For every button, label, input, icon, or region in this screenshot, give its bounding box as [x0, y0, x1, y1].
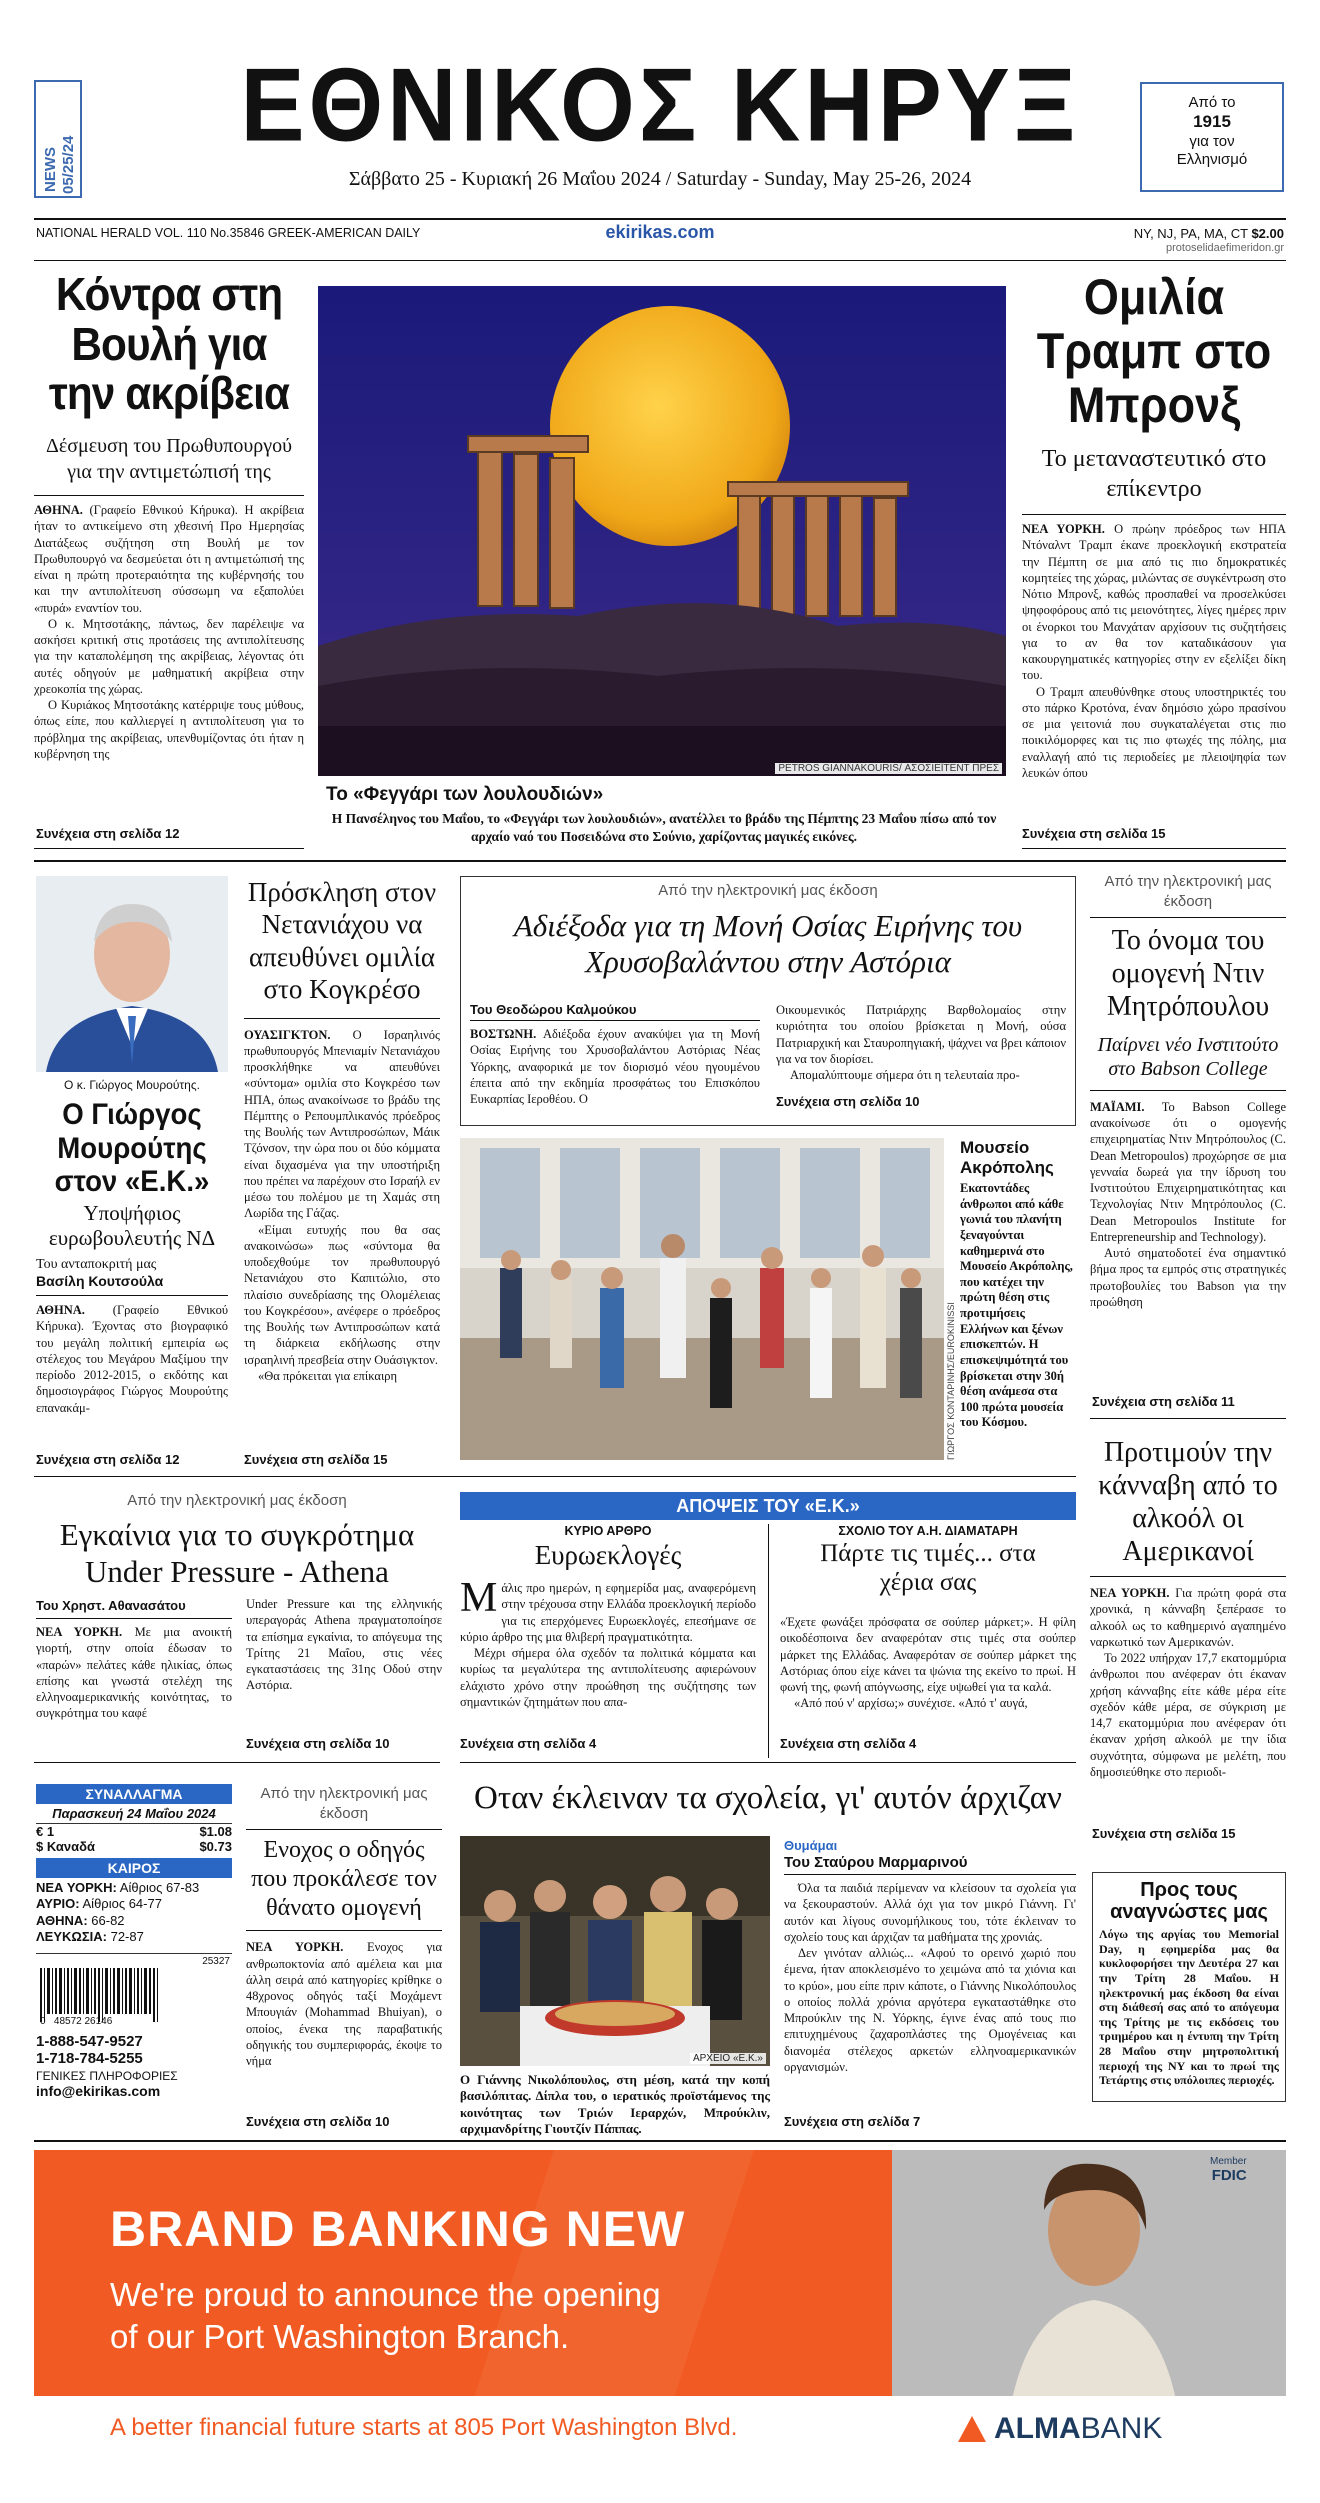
story-trump	[1022, 270, 1286, 779]
story3-body-text: (Γραφείο Εθνικού Κήρυκα). Έχοντας στο βιογραφικό του μεγάλη πολιτική εμπειρία ως στέλεχος του Μεγάρου Μαξίμου την περίοδο 2012-2015, ο εκδότης και δημοσιογράφος Γιώργος Μουρούτης επανακάμ-	[36, 1303, 229, 1415]
opinions-left-label: ΚΥΡΙΟ ΑΡΘΡΟ	[564, 1524, 652, 1538]
story-mouroutis	[36, 1098, 229, 1415]
website-link[interactable]: ekirikas.com	[605, 222, 715, 242]
since-line3: Ελληνισμό	[1176, 151, 1248, 169]
opinions-left-body2: Μέχρι σήμερα όλα σχεδόν τα πολιτικά κόμματα και κυρίως τα μεγαλύτερα της αντιπολίτευσης αφιερώνουν ελάχιστο χρόνο στην προώθηση της συζήτησης των σημαντικών ζητημάτων που απα-	[460, 1646, 756, 1709]
story8-headline[interactable]: Εγκαίνια για το συγκρότημα Under Pressure - Athena	[59, 1517, 415, 1590]
opinions-left-body	[460, 1575, 756, 1709]
story9-body-text: Ενοχος για ανθρωποκτονία από αμέλεια και μια άλλη σειρά από κατηγορίες κρίθηκε ο 48χρονος οδηγός ταξί Μοχάμεντ Μπουγιάν (Mohammad Bhuiyan), ο οποίος, ένεκα της παραβατικής οδηγικής του συμπεριφοράς, έκοψε το νήμα	[246, 1940, 442, 2069]
mouroutis-photo-caption: Ο κ. Γιώργος Μουρούτης.	[64, 1078, 200, 1092]
story10-continued[interactable]: Συνέχεια στη σελίδα 7	[784, 2114, 921, 2129]
story2-body1: Ο πρώην πρόεδρος των ΗΠΑ Ντόναλντ Τραμπ έκανε προεκλογική εκστρατεία την Πέμπτη σε μια από τις πιο δημοκρατικές κομητείες της χώρας, μιλώντας σε συγκέντρωση στο Νότιο Μπρονξ, καθώς προσπαθεί να προσελκύσει ψηφοφόρους από τις μειονότητες, λίγες ημέρες πριν οι ένορκοι του Μανχάταν αρχίσουν τις συζητήσεις για το αν θα τον καταδικάσουν για κακουργηματικές κατηγορίες στην εν εξελίξει δίκη του.	[1022, 522, 1287, 683]
story1-continued[interactable]: Συνέχεια στη σελίδα 12	[36, 826, 180, 841]
lead-caption: Η Πανσέληνος του Μαΐου, το «Φεγγάρι των λουλουδιών», ανατέλλει το βράδυ της Πέμπτης 23 Μαΐου πίσω από τον αρχαίο ναό του Ποσειδώνα στο Σούνιο, χαρίζοντας μαγικές εικόνες.	[331, 811, 997, 844]
price: $2.00	[1251, 226, 1284, 241]
story8-dateline: ΝΕΑ ΥΟΡΚΗ.	[36, 1625, 123, 1639]
story8-byline: Του Χρηστ. Αθανασάτου	[36, 1598, 186, 1613]
fx-label: $ Καναδά	[36, 1839, 96, 1854]
vasilopita-photo	[460, 1836, 770, 2066]
story5-col2	[776, 1002, 1066, 1082]
barcode-bars	[40, 1968, 190, 2022]
story7-dateline: ΝΕΑ ΥΟΡΚΗ.	[1090, 1586, 1170, 1601]
story2-headline[interactable]: Ομιλία Τραμπ στο Μπρονξ	[1036, 269, 1272, 433]
story10-byline: Του Σταύρου Μαρμαρινού	[784, 1854, 968, 1871]
opinions-left-dropcap: Μ	[460, 1575, 498, 1621]
alma-brand-bold: ALMA	[994, 2412, 1081, 2445]
story6-subhead: Παίρνει νέο Ινστιτούτο στο Babson College	[1097, 1034, 1279, 1081]
story4-headline[interactable]: Πρόσκληση στον Νετανιάχου να απευθύνει ομιλία στο Κογκρέσο	[247, 877, 437, 1005]
story9-headline[interactable]: Ενοχος ο οδηγός που προκάλεσε τον θάνατο ομογενή	[251, 1837, 437, 1921]
weather-row	[36, 1913, 232, 1929]
story2-body	[1022, 521, 1286, 779]
story6-body2: Αυτό σηματοδοτεί ένα σημαντικό βήμα προς τα εμπρός στις στρατηγικές πρωτοβουλίες του Babson για την προώθηση	[1090, 1246, 1286, 1309]
weather-row	[36, 1880, 232, 1896]
contact-email[interactable]: info@ekirikas.com	[36, 2083, 161, 2099]
story3-continued[interactable]: Συνέχεια στη σελίδα 12	[36, 1452, 180, 1467]
ad-line2: of our Port Washington Branch.	[110, 2318, 570, 2355]
date-line: Σάββατο 25 - Κυριακή 26 Μαΐου 2024 / Saturday - Sunday, May 25-26, 2024	[348, 168, 972, 190]
acropolis-museum-photo	[460, 1138, 944, 1460]
story8-col2	[246, 1596, 442, 1692]
weather-row	[36, 1929, 232, 1945]
opinions-right-label: ΣΧΟΛΙΟ ΤΟΥ Α.Η. ΔΙΑΜΑΤΑΡΗ	[838, 1524, 1018, 1538]
museum-caption	[960, 1138, 1076, 1431]
story7-body	[1090, 1585, 1286, 1855]
story2-dateline: ΝΕΑ ΥΟΡΚΗ.	[1022, 522, 1105, 536]
weather-title: ΚΑΙΡΟΣ	[36, 1858, 232, 1878]
story8-body1: Με μια ανοικτή γιορτή, στην οποία έδωσαν το «παρών» πελάτες κάθε ηλικίας, όπως επίσης και γνωστά στελέχη της ελληνοαμερικανικής κοινότητας, το συγκρότημα του καφέ	[36, 1625, 233, 1721]
story7-continued[interactable]: Συνέχεια στη σελίδα 15	[1092, 1826, 1236, 1841]
weather-label: ΑΘΗΝΑ:	[36, 1912, 88, 1928]
opinions-left-continued[interactable]: Συνέχεια στη σελίδα 4	[460, 1736, 597, 1751]
moon-temple-illustration	[318, 286, 1006, 776]
story8-continued[interactable]: Συνέχεια στη σελίδα 10	[246, 1736, 390, 1751]
fx-title: ΣΥΝΑΛΛΑΓΜΑ	[36, 1784, 232, 1804]
readers-notice	[1092, 1872, 1286, 2102]
weather-label: ΑΥΡΙΟ:	[36, 1896, 80, 1912]
notice-body: Λόγω της αργίας του Memorial Day, η εφημερίδα μας θα κυκλοφορήσει την Δευτέρα 27 και την Τρίτη 28 Μαΐου. Η ηλεκτρονική μας έκδοση θα είναι στη διάθεσή σας από το απόγευμα της Τρίτης με τις εκδόσεις του τριημέρου και η έντυπη την Τρίτη 28 Μαΐου στην μητροπολιτική περιοχή της NY και το πρωί της Τετάρτης στις υπόλοιπες περιοχές.	[1099, 1927, 1279, 2088]
story6-kicker: Από την ηλεκτρονική μας έκδοση	[1104, 873, 1272, 910]
fx-row	[36, 1824, 232, 1839]
story10-body2: Δεν γινόταν αλλιώς... «Αφού το ορεινό χωριό που έμενα, ήταν αποκλεισμένο το χειμώνα από τα χιόνια και το κρύο», μου είπε πριν κάποτε, ο Γιάννης Νικολόπουλος ο οποίος πολλά χρόνια αργότερα εγκαταστάθηκε στο Μπρούκλιν της Ν. Υόρκης, έγινε ένας από τους πιο επιτυχημένους ζαχαροπλάστες της Ομογένειας και διανομέα στέλεχος αρκετών ελληνοαμερικανικών οργανισμών.	[784, 1946, 1076, 2074]
opinions-right-continued[interactable]: Συνέχεια στη σελίδα 4	[780, 1736, 917, 1751]
barcode-number: 0 48572 26146	[40, 2016, 113, 2027]
opinions-right-body	[780, 1614, 1076, 1728]
story2-continued[interactable]: Συνέχεια στη σελίδα 15	[1022, 826, 1166, 841]
story5-headline[interactable]: Αδιέξοδα για τη Μονή Οσίας Ειρήνης του Χρυσοβαλάντου στην Αστόρια	[513, 908, 1023, 979]
story3-body	[36, 1302, 229, 1415]
story5-byline: Του Θεοδώρου Καλμούκου	[470, 1002, 637, 1017]
barcode	[36, 1953, 232, 2027]
info-label: ΓΕΝΙΚΕΣ ΠΛΗΡΟΦΟΡΙΕΣ	[36, 2069, 178, 2083]
story3-byline-pre: Του ανταποκριτή μας	[36, 1257, 157, 1273]
story4-body1: Ο Ισραηλινός πρωθυπουργός Μπενιαμίν Νετανιάχου προσκλήθηκε να απευθύνει «σύντομα» ομιλία στο Κογκρέσο των ΗΠΑ, όπως ανακοίνωσε το βράδυ της Πέμπτης ο Ρεπουμπλικανός πρόεδρος της Βουλής των Αντιπροσώπων, Μάικ Τζόνσον, την ώρα που οι δύο κόμματα είναι διχασμένα για την υποστήριξη που πρέπει να παρέχουν στο Ισραήλ εν μέσω του πολέμου με τη Χαμάς στη Λωρίδα της Γάζας.	[244, 1027, 441, 1221]
ad-tagline: A better financial future starts at 805 Port Washington Blvd.	[110, 2414, 738, 2441]
since-box	[1140, 82, 1284, 192]
alma-logo-icon	[958, 2416, 986, 2442]
alma-bank-ad[interactable]	[34, 2150, 1286, 2460]
vasilopita-illustration	[460, 1836, 770, 2066]
news-date-badge	[34, 80, 82, 198]
story4-dateline: ΟΥΑΣΙΓΚΤΟΝ.	[244, 1027, 331, 1042]
story2-subhead: Το μεταναστευτικό στο επίκεντρο	[1041, 446, 1267, 502]
sidebar-info	[36, 1784, 232, 2099]
notice-title: Προς τους αναγνώστες μας	[1110, 1879, 1268, 1923]
story2-body2: Ο Τραμπ απευθύνθηκε στους υποστηρικτές του στο πάρκο Κροτόνα, έναν δημόσιο χώρο πρασίνου σε μια γειτονιά που συγκαταλέγεται στις πιο ποικιλόμορφες και τις πιο φτωχές της πόλης, μια εναλλαγή από τις περιοδείες με πλειοψηφία των λευκών όπου	[1022, 684, 1286, 780]
fdic-label: FDIC	[1211, 2167, 1247, 2184]
opinions-right-title[interactable]: Πάρτε τις τιμές... στα χέρια σας	[820, 1540, 1036, 1596]
lead-caption-title: Το «Φεγγάρι των λουλουδιών»	[326, 784, 604, 805]
weather-value: Αίθριος 64-77	[82, 1896, 162, 1912]
since-line2: για τον	[1189, 133, 1235, 151]
story3-headline[interactable]: Ο Γιώργος Μουρούτης στον «Ε.Κ.»	[54, 1098, 210, 1199]
price-line	[1134, 226, 1284, 241]
alma-logo	[958, 2412, 1162, 2446]
phone2[interactable]: 1-718-784-5255	[36, 2050, 143, 2067]
opinions-right-body1: «Έχετε φωνάξει πρόσφατα σε σούπερ μάρκετ;». Η φίλη οικοδέσποινα δεν αναφερόταν στις τιμές στα σούπερ μάρκετ της Ελλάδας. Αναφερόταν σε σούπερ μάρκετ της Αστόριας όπου είχε κάνει τα ψώνια της εκείνο το πρωί. Η φωνή της, φωνή απόγνωσης, είχε υψωθεί για τα καλά.	[780, 1615, 1076, 1694]
story5-continued[interactable]: Συνέχεια στη σελίδα 10	[776, 1094, 920, 1109]
story10-headline[interactable]: Οταν έκλειναν τα σχολεία, γι' αυτόν άρχιζαν	[474, 1780, 1062, 1816]
story-driver	[246, 1784, 442, 2069]
weather-value: 66-82	[91, 1912, 125, 1928]
opinions-right-body2: «Από πού ν' αρχίσω;» συνέχισε. «Από τ' αυγά,	[794, 1696, 1028, 1711]
weather-rows	[36, 1880, 232, 1945]
fx-value: $0.73	[199, 1839, 232, 1854]
museum-crowd-illustration	[460, 1138, 944, 1460]
story-cannabis	[1090, 1436, 1286, 1855]
story1-subhead: Δέσμευση του Πρωθυπουργού για την αντιμετώπισή της	[45, 435, 293, 484]
since-line1: Από το	[1188, 94, 1236, 111]
story3-byline: Βασίλη Κουτσούλα	[36, 1273, 164, 1290]
story1-body3: Ο Κυριάκος Μητσοτάκης κατέρριψε τους μύθους, όπως είπε, που καλλιεργεί η αντιπολίτευση για το πρόβλημα της ακρίβειας, υπενθυμίζοντας ότι ήταν η κυβέρνηση της	[34, 698, 304, 761]
fdic-member: Member	[1210, 2156, 1247, 2167]
weather-value: Αίθριος 67-83	[119, 1880, 200, 1895]
watermark: protoselidaefimeridon.gr	[1165, 242, 1284, 254]
weather-label: ΛΕΥΚΩΣΙΑ:	[36, 1928, 107, 1944]
fx-date: Παρασκευή 24 Μαΐου 2024	[52, 1806, 216, 1821]
lead-photo-credit: PETROS GIANNAKOURIS/ ΑΣΟΣΙΕΪΤΕΝΤ ΠΡΕΣ	[775, 763, 1002, 774]
story5-body2: Οικουμενικός Πατριάρχης Βαρθολομαίος στην κυριότητα του οποίου βρίσκεται η Μονή, ούσα Πατριαρχική και Σταυροπηγιακή, ψάχνει να βρει κάποιον για να τον διορίσει.	[776, 1003, 1066, 1066]
museum-text: Εκατοντάδες άνθρωποι από κάθε γωνιά του πλανήτη ξεναγούνται καθημερινά στο Μουσείο Ακρόπολης, που κατέχει την πρώτη θέση στις προτιμήσεις Ελλήνων και ξένων επισκεπτών. Η επισκεψιμότητά του βρίσκεται στην 30ή θέση ανάμεσα στα 100 πρώτα μουσεία του Κόσμου.	[960, 1181, 1073, 1430]
story5-body3: Απομαλύπτουμε σήμερα ότι η τελευταία προ-	[790, 1068, 1020, 1082]
museum-photo-credit: ΓΙΩΡΓΟΣ ΚΟΝΤΑΡΙΝΗΣ/EUROKINISSI	[946, 1302, 956, 1460]
portrait-illustration	[36, 876, 228, 1072]
weather-row	[36, 1896, 232, 1912]
story-parliament	[34, 270, 304, 792]
story10-body1: Όλα τα παιδιά περίμεναν να κλείσουν τα σχολεία για να ξεκουραστούν. Αλλά όχι για τον μικρό Γιάννη. Γι' αυτόν και λίγους συνομήλικους του, τότε έκλειναν το σχολείο τους και άρχιζαν τα μαθήματα της χρονιάς.	[784, 1881, 1076, 1944]
fdic-badge	[1210, 2156, 1247, 2184]
weather-value: 72-87	[110, 1928, 144, 1944]
story-metropoulos	[1090, 872, 1286, 1331]
phone1[interactable]: 1-888-547-9527	[36, 2033, 143, 2050]
story9-continued[interactable]: Συνέχεια στη σελίδα 10	[246, 2114, 390, 2129]
mouroutis-portrait	[36, 876, 228, 1072]
fx-rows	[36, 1823, 232, 1854]
story4-body2: «Είμαι ευτυχής που θα σας ανακοινώσω» πως «σύντομα θα υποδεχθούμε τον πρωθυπουργό Νετανιάχου στο Καπιτώλιο, στο πλαίσιο συνεδρίασης της Ολομέλειας του Κογκρέσου», ανέφερε ο πρόεδρος της Βουλής των Αντιπροσώπων κατά τη διάρκεια εκδήλωσης στην ισραηλινή πρεσβεία στην Ουάσιγκτον.	[244, 1222, 440, 1367]
story9-kicker: Από την ηλεκτρονική μας έκδοση	[260, 1785, 428, 1822]
story6-dateline: ΜΑΪΑΜΙ.	[1090, 1099, 1145, 1114]
story5-dateline: ΒΟΣΤΩΝΗ.	[470, 1027, 537, 1041]
story9-dateline: ΝΕΑ ΥΟΡΚΗ.	[246, 1940, 344, 1955]
story10-label: Θυμάμαι	[784, 1838, 838, 1853]
story1-body	[34, 502, 304, 792]
story8-col1	[36, 1624, 233, 1721]
story8-kicker: Από την ηλεκτρονική μας έκδοση	[127, 1492, 347, 1509]
story1-body1: (Γραφείο Εθνικού Κήρυκα). Η ακρίβεια ήταν το αντικείμενο στη χθεσινή Προ Ημερησίας Διατάξεως συζήτηση στη Βουλή με τον Πρωθυπουργό να δεσμεύεται ότι η αντιμετώπισή της είναι η πρώτη προτεραιότητα της κυβέρνησής του και την αντιπολίτευση σύσσωμη να εξαπολύει «πυρά» εναντίον του.	[34, 503, 305, 615]
opinions-left-body1: άλις προ ημερών, η εφημερίδα μας, αναφερόμενη στην τρέχουσα στην Ελλάδα προεκλογική περίοδο για τις επερχόμενες Ευρωεκλογές, επεσήμανε σε κύριο άρθρο της μια θλιβερή πραγματικότητα.	[460, 1581, 756, 1644]
lead-photo-moon-sounion	[318, 286, 1006, 776]
story4-body	[244, 1027, 440, 1407]
opinions-left-title[interactable]: Ευρωεκλογές	[534, 1540, 682, 1570]
news-badge-label: NEWS	[42, 147, 59, 192]
story7-headline[interactable]: Προτιμούν την κάνναβη από το αλκοόλ οι Αμερικανοί	[1098, 1437, 1278, 1568]
since-year: 1915	[1193, 112, 1231, 132]
story1-body2: Ο κ. Μητσοτάκης, πάντως, δεν παρέλειψε να ασκήσει κριτική στις προτάσεις της αντιπολίτευσης για την καταπολέμηση της ακρίβειας, λέγοντας ότι αυτές οδηγούν με μαθηματική ακρίβεια στην χρεοκοπία της χώρας.	[34, 616, 304, 696]
story1-headline[interactable]: Κόντρα στη Βουλή για την ακρίβεια	[48, 268, 290, 420]
ad-line1: We're proud to announce the opening	[110, 2276, 661, 2313]
museum-title: Μουσείο Ακρόπολης	[960, 1138, 1054, 1177]
story9-body	[246, 1939, 442, 2069]
fx-value: $1.08	[199, 1824, 232, 1839]
alma-brand-light: BANK	[1080, 2412, 1163, 2445]
story6-continued[interactable]: Συνέχεια στη σελίδα 11	[1092, 1394, 1235, 1409]
news-badge-date: 05/25/24	[60, 135, 77, 194]
story7-body1: Για πρώτη φορά στα χρονικά, η κάνναβη ξεπέρασε το αλκοόλ ως το καθημερινό αγαπημένο ναρκωτικό των Αμερικανών.	[1090, 1586, 1287, 1649]
story1-dateline: ΑΘΗΝΑ.	[34, 503, 83, 518]
weather-label: ΝΕΑ ΥΟΡΚΗ:	[36, 1880, 117, 1895]
story10-body	[784, 1880, 1076, 2108]
story6-body1: Το Babson College ανακοίνωσε ότι ο ομογενής επιχειρηματίας Ντιν Μητρόπουλος (C. Dean Metropoulos) προχώρησε σε μια γενναία δωρεά για την ίδρυση του Ινστιτούτου Επιχειρηματικότητας και Τεχνολογίας Ντιν Μητρόπουλος (C. Dean Metropoulos Institute for Entrepreneurship and Technology).	[1090, 1099, 1287, 1244]
price-states: NY, NJ, PA, MA, CT	[1133, 226, 1248, 241]
barcode-top: 25327	[202, 1956, 230, 1967]
story3-dateline: ΑΘΗΝΑ.	[36, 1303, 85, 1318]
fx-label: € 1	[36, 1824, 55, 1839]
story4-continued[interactable]: Συνέχεια στη σελίδα 15	[244, 1452, 388, 1467]
story4-body3: «Θα πρόκειται για επίκαιρη	[258, 1368, 398, 1383]
fx-row	[36, 1839, 232, 1854]
vasilopita-credit: ΑΡΧΕΙΟ «Ε.Κ.»	[690, 2053, 766, 2064]
story8-body2: Under Pressure και της ελληνικής υπεραγοράς Athena πραγματοποίησε τα επίσημα εγκαίνια, το απόγευμα της Τρίτης 21 Μαΐου, στις νέες εγκαταστάσεις της 31ης Οδού στην Αστόρια.	[246, 1597, 442, 1693]
masthead-title: ΕΘΝΙΚΟΣ ΚΗΡΥΞ	[240, 47, 1080, 164]
story7-body2: Το 2022 υπήρχαν 17,7 εκατομμύρια άνθρωποι που ανέφεραν ότι έκαναν χρήση κάνναβης είτε κάθε μέρα είτε σχεδόν κάθε μέρα, σε σύγκριση με 14,7 εκατομμύρια που ανέφεραν ότι έκαναν χρήση αλκοόλ με την ίδια συχνότητα, σύμφωνα με μελέτη, που δημοσιεύθηκε στο περιοδι-	[1090, 1651, 1286, 1779]
story-netanyahu	[244, 876, 440, 1407]
story5-col1	[470, 1026, 761, 1106]
story3-subhead: Υποψήφιος ευρωβουλευτής ΝΔ	[48, 1200, 216, 1250]
story6-headline[interactable]: Το όνομα του ομογενή Ντιν Μητρόπουλου	[1106, 925, 1270, 1023]
volume-line: NATIONAL HERALD VOL. 110 No.35846 GREEK-AMERICAN DAILY	[36, 226, 421, 240]
story5-kicker: Από την ηλεκτρονική μας έκδοση	[658, 882, 878, 899]
ad-headline: BRAND BANKING NEW	[110, 2201, 686, 2257]
opinions-banner: ΑΠΟΨΕΙΣ ΤΟΥ «Ε.Κ.»	[460, 1492, 1076, 1520]
vasilopita-caption: Ο Γιάννης Νικολόπουλος, στη μέση, κατά την κοπή βασιλόπιτας. Δίπλα του, ο ιερατικός προϊστάμενος της κοινότητας των Τριών Ιεραρχών, Μπρούκλιν, αρχιμανδρίτης Γιουτζίν Πάππας.	[460, 2072, 770, 2136]
story5-body1: Αδιέξοδα έχουν ανακύψει για τη Μονή Οσίας Ειρήνης του Χρυσοβαλάντου Αστόριας Νέας Υόρκης, αναφορικά με τον διορισμό νέου ηγουμένου έπειτα από την εκδημία προσφάτως του Επισκόπου Ευκαρπίας Ιεροθέου. Ο	[470, 1027, 761, 1106]
story6-body	[1090, 1099, 1286, 1331]
